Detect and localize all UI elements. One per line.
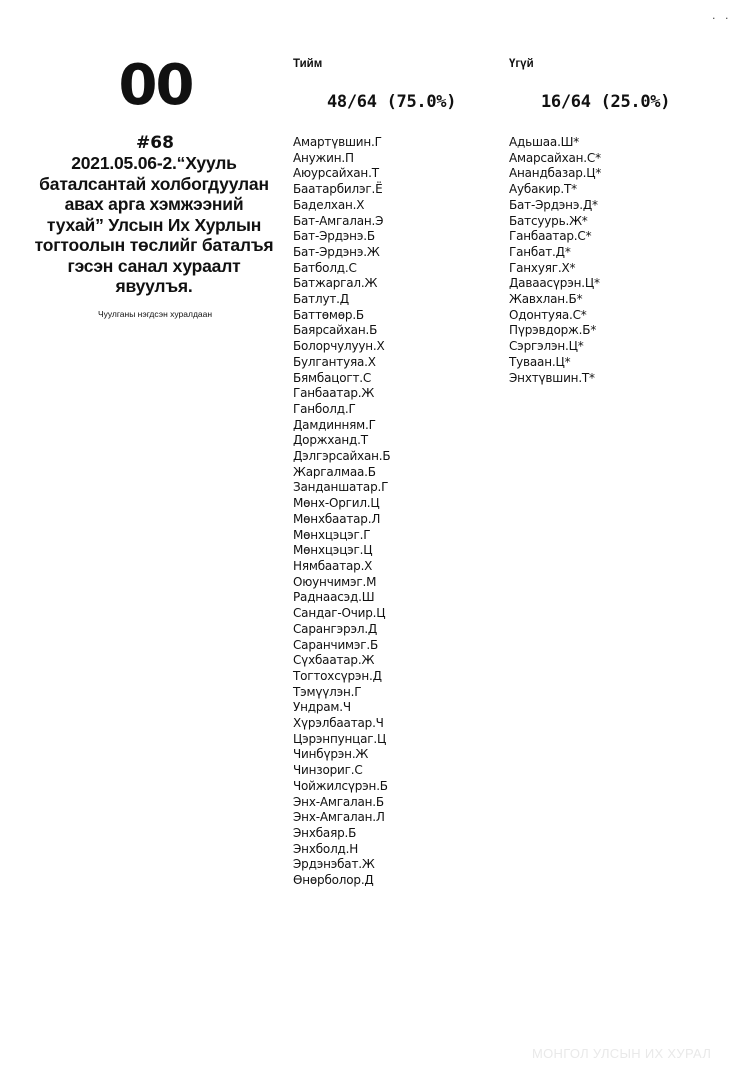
session-name: Чуулганы нэгдсэн хуралдаан: [97, 309, 213, 319]
vote-code: 00: [118, 53, 193, 118]
yes-voter-name: Мөнхбаатар.Л: [293, 511, 381, 526]
yes-voter-name: Мөнхцэцэг.Г: [293, 527, 371, 542]
corner-scan-mark: · ·: [712, 12, 732, 25]
yes-voter-name: Сандаг-Очир.Ц: [293, 606, 386, 621]
yes-voter-name: Энхболд.Н: [293, 841, 359, 856]
yes-voter-name: Занданшатар.Г: [293, 480, 389, 495]
yes-voter-name: Баделхан.Х: [293, 197, 365, 212]
yes-voter-name: Энхбаяр.Б: [293, 825, 357, 840]
motion-line: явуулъя.: [115, 276, 193, 296]
no-voter-name: Энхтүвшин.Т*: [509, 370, 595, 385]
yes-voter-name: Баатарбилэг.Ё: [293, 182, 383, 197]
no-header: Үгүй: [509, 58, 534, 70]
yes-voter-name: Сарангэрэл.Д: [293, 621, 378, 636]
yes-voter-name: Чинбүрэн.Ж: [293, 747, 369, 762]
yes-voter-name: Батболд.С: [293, 260, 357, 275]
yes-name-list: [293, 135, 390, 889]
yes-voter-name: Батжаргал.Ж: [293, 276, 378, 291]
yes-voter-name: Саранчимэг.Б: [293, 637, 379, 652]
yes-voter-name: Баттөмөр.Б: [293, 307, 364, 322]
yes-voter-name: Энх-Амгалан.Б: [293, 794, 384, 809]
yes-voter-name: Батлут.Д: [293, 292, 349, 307]
yes-voter-name: Доржханд.Т: [293, 433, 368, 448]
yes-voter-name: Бат-Амгалан.Э: [293, 213, 384, 228]
yes-voter-name: Мөнхцэцэг.Ц: [293, 543, 373, 558]
no-voter-name: Пүрэвдорж.Б*: [509, 323, 597, 338]
no-voter-name: Бат-Эрдэнэ.Д*: [509, 197, 598, 212]
motion-line: баталсантай холбогдуулан: [39, 173, 269, 194]
yes-voter-name: Бат-Эрдэнэ.Б: [293, 229, 375, 244]
yes-tally: 48/64 (75.0%): [327, 92, 457, 112]
yes-voter-name: Баярсайхан.Б: [293, 323, 378, 338]
yes-voter-name: Чойжилсүрэн.Б: [293, 778, 388, 793]
watermark: МОНГОЛ УЛСЫН ИХ ХУРАЛ: [532, 1046, 712, 1061]
yes-voter-name: Хүрэлбаатар.Ч: [293, 716, 384, 731]
yes-voter-name: Болорчулуун.Х: [293, 339, 385, 354]
yes-voter-name: Аюурсайхан.Т: [293, 166, 379, 181]
yes-voter-name: Ганболд.Г: [293, 401, 356, 416]
yes-voter-name: Тогтохсүрэн.Д: [293, 668, 382, 683]
motion-line: 2021.05.06-2.“Хууль: [71, 153, 237, 173]
no-voter-name: Амарсайхан.С*: [509, 150, 601, 165]
no-voter-name: Батсуурь.Ж*: [509, 213, 588, 228]
no-voter-name: Сэргэлэн.Ц*: [509, 339, 584, 354]
yes-voter-name: Бямбацогт.С: [293, 370, 372, 385]
vote-number: #68: [136, 133, 174, 153]
no-voter-name: Жавхлан.Б*: [509, 292, 583, 307]
motion-line: авах арга хэмжээний: [64, 194, 244, 214]
yes-voter-name: Бат-Эрдэнэ.Ж: [293, 244, 380, 259]
yes-voter-name: Раднаасэд.Ш: [293, 590, 375, 605]
yes-voter-name: Дамдинням.Г: [293, 417, 376, 432]
no-voter-name: Анандбазар.Ц*: [509, 166, 602, 181]
yes-voter-name: Эрдэнэбат.Ж: [293, 857, 375, 872]
no-voter-name: Ганбат.Д*: [509, 244, 571, 259]
no-tally: 16/64 (25.0%): [541, 92, 671, 112]
yes-voter-name: Тэмүүлэн.Г: [293, 684, 362, 699]
yes-voter-name: Дэлгэрсайхан.Б: [293, 449, 391, 464]
yes-voter-name: Энх-Амгалан.Л: [293, 810, 385, 825]
no-voter-name: Аубакир.Т*: [509, 182, 577, 197]
no-voter-name: Ганхуяг.Х*: [509, 260, 576, 275]
motion-line: гэсэн санал хураалт: [67, 255, 241, 276]
motion-line: тухай” Улсын Их Хурлын: [46, 214, 262, 235]
yes-voter-name: Анужин.П: [293, 150, 354, 165]
no-voter-name: Адьшаа.Ш*: [509, 135, 580, 149]
yes-voter-name: Мөнх-Оргил.Ц: [293, 496, 380, 511]
yes-voter-name: Оюунчимэг.М: [293, 574, 377, 589]
yes-header: Тийм: [293, 58, 323, 70]
yes-voter-name: Ундрам.Ч: [293, 700, 351, 715]
yes-voter-name: Чинзориг.С: [293, 763, 363, 778]
yes-voter-name: Цэрэнпунцаг.Ц: [293, 731, 387, 746]
no-voter-name: Ганбаатар.С*: [509, 229, 592, 244]
yes-voter-name: Булгантуяа.Х: [293, 354, 376, 369]
yes-voter-name: Сүхбаатар.Ж: [293, 653, 375, 668]
no-voter-name: Туваан.Ц*: [509, 354, 571, 369]
yes-voter-name: Амартүвшин.Г: [293, 135, 382, 149]
yes-voter-name: Жаргалмаа.Б: [293, 464, 376, 479]
yes-voter-name: Нямбаатар.Х: [293, 558, 373, 573]
motion-line: тогтоолын төслийг баталъя: [34, 235, 274, 255]
yes-voter-name: Өнөрболор.Д: [293, 873, 374, 888]
motion-text: [26, 153, 282, 297]
yes-voter-name: Ганбаатар.Ж: [293, 386, 375, 401]
no-voter-name: Даваасүрэн.Ц*: [509, 276, 600, 291]
no-voter-name: Одонтуяа.С*: [509, 307, 587, 322]
no-name-list: [509, 135, 601, 386]
